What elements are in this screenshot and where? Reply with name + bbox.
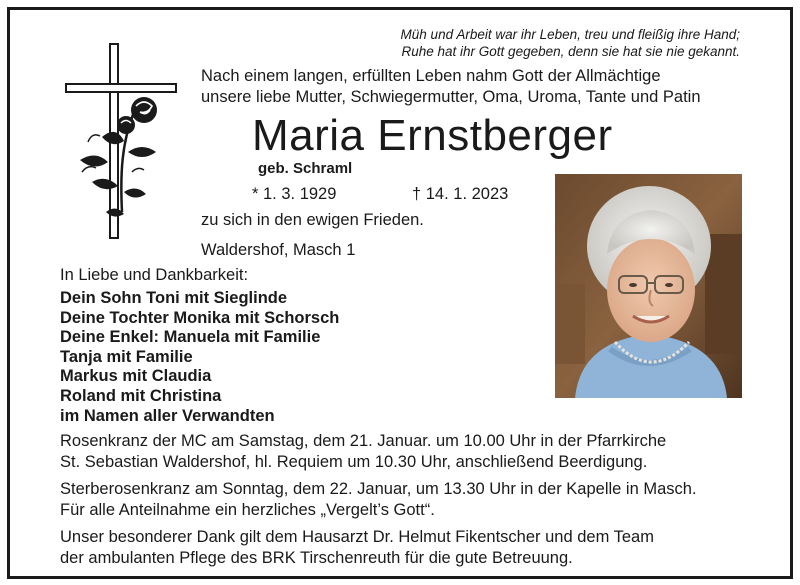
survivor-item: Markus mit Claudia (60, 367, 212, 386)
thanks-line-2: der ambulanten Pflege des BRK Tirschenreuth für die gute Betreuung. (60, 549, 573, 567)
service-notices (60, 431, 697, 575)
deceased-name: Maria Ernstberger (252, 111, 613, 160)
rosary-notice (60, 431, 697, 473)
poem-line-2: Ruhe hat ihr Gott gegeben, denn sie hat sie nie gekannt. (401, 44, 740, 59)
poem (401, 26, 740, 60)
intro-line-1: Nach einem langen, erfüllten Leben nahm Gott der Allmächtige (201, 67, 661, 85)
rosary-line-2: St. Sebastian Waldershof, hl. Requiem um 10.30 Uhr, anschließend Beerdigung. (60, 453, 648, 471)
intro-line-2: unsere liebe Mutter, Schwiegermutter, Oma, Uroma, Tante und Patin (201, 88, 701, 106)
rosary-line-1: Rosenkranz der MC am Samstag, dem 21. Januar. um 10.00 Uhr in der Pfarrkirche (60, 432, 667, 450)
cross-with-rose-icon (62, 42, 180, 242)
gratitude-heading: In Liebe und Dankbarkeit: (60, 266, 249, 284)
residence: Waldershof, Masch 1 (201, 241, 356, 259)
death-rosary-notice (60, 479, 697, 521)
thanks-line-1: Unser besonderer Dank gilt dem Hausarzt Dr. Helmut Fikentscher und dem Team (60, 528, 654, 546)
intro-text (201, 66, 701, 108)
birth-date: * 1. 3. 1929 (252, 185, 337, 203)
survivor-item: Deine Enkel: Manuela mit Familie (60, 328, 321, 347)
death-date: † 14. 1. 2023 (412, 185, 509, 203)
survivor-item: Dein Sohn Toni mit Sieglinde (60, 289, 288, 307)
death-rosary-line-1: Sterberosenkranz am Sonntag, dem 22. Januar, um 13.30 Uhr in der Kapelle in Masch. (60, 480, 697, 498)
thanks-notice (60, 527, 697, 569)
survivor-item: Roland mit Christina (60, 386, 222, 405)
maiden-name: geb. Schraml (258, 160, 353, 177)
peace-text: zu sich in den ewigen Frieden. (201, 211, 424, 229)
survivor-item: Tanja mit Familie (60, 347, 193, 366)
poem-line-1: Müh und Arbeit war ihr Leben, treu und fleißig ihre Hand; (400, 27, 740, 42)
portrait-photo (555, 174, 742, 398)
death-rosary-line-2: Für alle Anteilnahme ein herzliches „Vergelt’s Gott“. (60, 501, 435, 519)
survivors-list (60, 289, 339, 426)
survivor-item: Deine Tochter Monika mit Schorsch (60, 308, 340, 327)
survivor-item: im Namen aller Verwandten (60, 406, 275, 425)
